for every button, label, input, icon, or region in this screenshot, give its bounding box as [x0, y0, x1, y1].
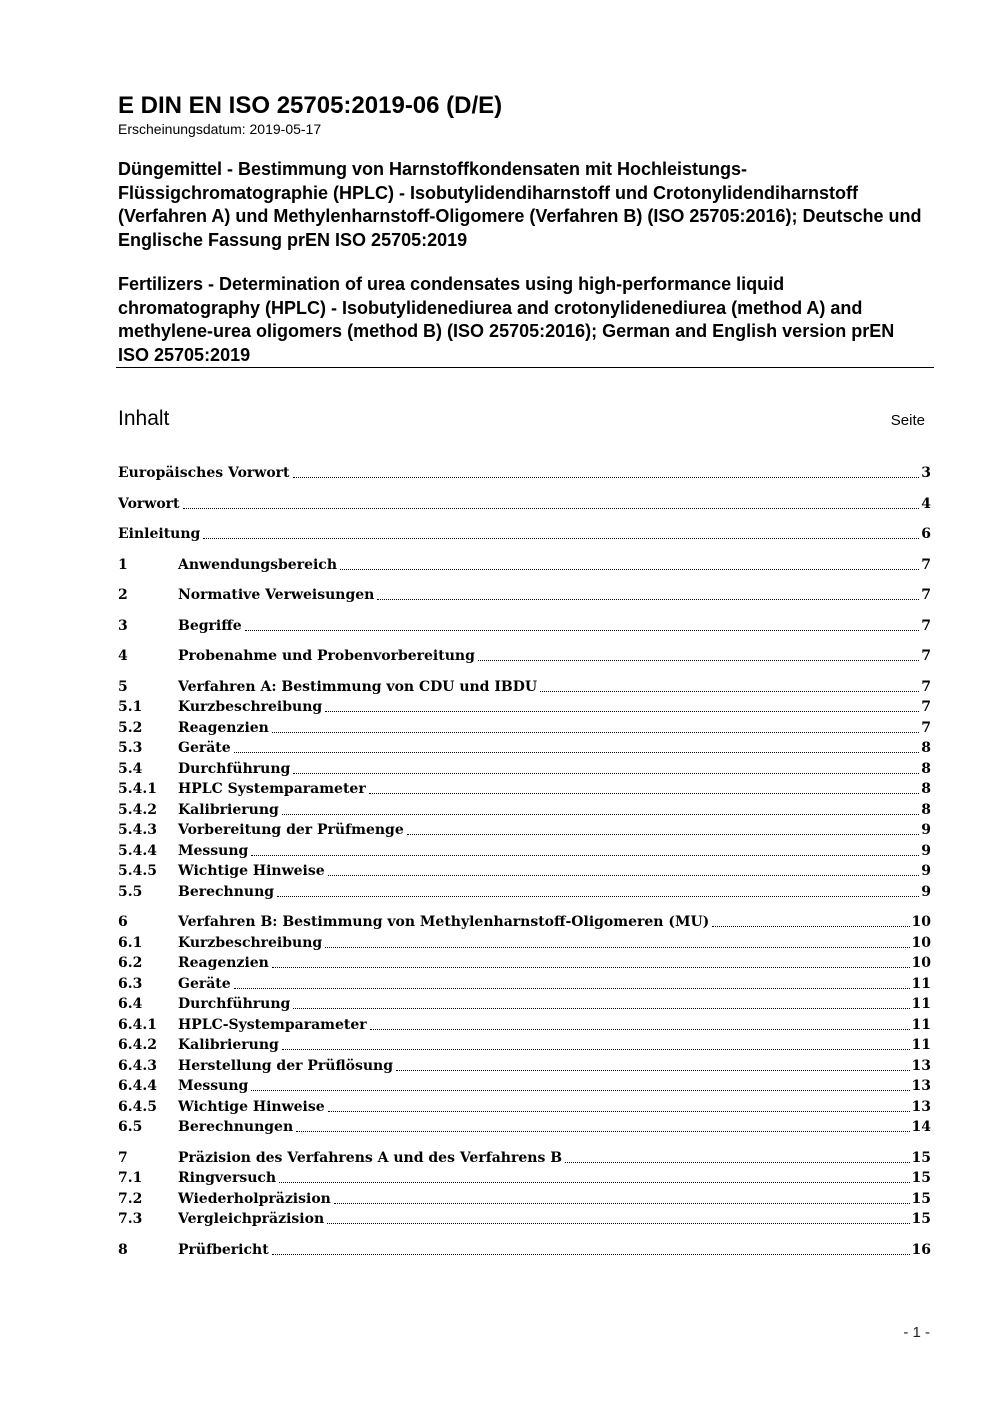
toc-entry-title: Reagenzien — [178, 955, 269, 971]
toc-entry-page: 11 — [911, 1037, 931, 1053]
toc-dot-leader — [328, 875, 920, 876]
toc-entry[interactable] — [118, 860, 931, 880]
toc-entry[interactable] — [118, 778, 931, 798]
toc-entry-number: 5.4.3 — [118, 822, 157, 838]
toc-entry-number: 6 — [118, 914, 128, 930]
toc-entry-title: Wichtige Hinweise — [178, 863, 325, 879]
toc-dot-leader — [370, 1029, 910, 1030]
toc-entry[interactable] — [118, 1116, 931, 1136]
toc-entry-page: 15 — [911, 1149, 931, 1166]
toc-entry-title: Kurzbeschreibung — [178, 699, 323, 715]
toc-dot-leader — [277, 896, 919, 897]
toc-entry[interactable] — [118, 717, 931, 737]
toc-dot-leader — [251, 855, 919, 856]
toc-dot-leader — [565, 1162, 909, 1163]
toc-entry[interactable] — [118, 1188, 931, 1208]
toc-dot-leader — [327, 1223, 909, 1224]
toc-dot-leader — [340, 569, 919, 570]
toc-entry-page: 11 — [911, 1016, 931, 1033]
toc-entry[interactable] — [118, 554, 931, 574]
toc-entry[interactable] — [118, 1208, 931, 1228]
toc-entry[interactable] — [118, 758, 931, 778]
toc-entry-number: 5.5 — [118, 883, 143, 900]
toc-entry[interactable] — [118, 645, 931, 665]
toc-entry[interactable] — [118, 1055, 931, 1075]
toc-entry-number: 1 — [118, 556, 128, 573]
toc-entry-number: 7.1 — [118, 1170, 143, 1186]
toc-entry-page: 6 — [921, 526, 931, 542]
toc-entry-title: Reagenzien — [178, 719, 269, 736]
toc-dot-leader — [478, 660, 919, 661]
toc-entry-title: Präzision des Verfahrens A und des Verfahrens B — [178, 1149, 563, 1166]
toc-entry[interactable] — [118, 881, 931, 901]
toc-entry[interactable] — [118, 1034, 931, 1054]
toc-entry-page: 3 — [921, 465, 931, 481]
toc-entry-number: 3 — [118, 617, 128, 634]
toc-entry-number: 6.4.2 — [118, 1037, 157, 1053]
toc-entry[interactable] — [118, 1167, 931, 1187]
toc-dot-leader — [251, 1090, 909, 1091]
toc-entry-number: 6.1 — [118, 934, 143, 951]
toc-entry-title: Berechnungen — [178, 1119, 294, 1135]
toc-entry[interactable] — [118, 973, 931, 993]
toc-entry[interactable] — [118, 911, 931, 931]
toc-entry-number: 5.4.1 — [118, 781, 157, 797]
toc-entry-title: Geräte — [178, 975, 231, 992]
toc-entry-title: Kurzbeschreibung — [178, 934, 323, 951]
toc-entry-title: Vergleichpräzision — [178, 1211, 325, 1227]
toc-entry-page: 7 — [921, 719, 931, 736]
toc-entry-number: 6.4.4 — [118, 1078, 157, 1094]
toc-entry-number: 6.4.3 — [118, 1057, 157, 1074]
toc-entry-page: 7 — [921, 699, 931, 715]
toc-dot-leader — [282, 814, 919, 815]
toc-dot-leader — [234, 752, 920, 753]
toc-entry[interactable] — [118, 799, 931, 819]
toc-entry-title: Durchführung — [178, 996, 291, 1012]
toc-entry-number: 6.5 — [118, 1119, 143, 1135]
title-german: Düngemittel - Bestimmung von Harnstoffkondensaten mit Hochleistungs-Flüssigchromatographie (HPLC) - Isobutylidendiharnstoff und Crotonylidendiharnstoff (Verfahren A) und Methylenharnstoff-Oligomere (Verfahren B) (ISO 25705:2016); Deutsche und Englische Fassung prEN ISO 25705:2019 — [118, 159, 922, 250]
toc-entry-page: 10 — [911, 955, 931, 971]
toc-entry-title: Wiederholpräzision — [178, 1190, 331, 1207]
toc-entry[interactable] — [118, 932, 931, 952]
toc-entry-number: 6.4.5 — [118, 1098, 157, 1115]
toc-entry[interactable] — [118, 1014, 931, 1034]
toc-entry[interactable] — [118, 737, 931, 757]
toc-dot-leader — [203, 538, 919, 539]
toc-entry[interactable] — [118, 1147, 931, 1167]
toc-entry[interactable] — [118, 1096, 931, 1116]
toc-entry-title: Einleitung — [118, 526, 201, 542]
toc-entry-number: 5.4 — [118, 760, 143, 777]
toc-entry-title: Europäisches Vorwort — [118, 465, 290, 481]
toc-entry-title: Durchführung — [178, 760, 291, 777]
toc-dot-leader — [334, 1203, 910, 1204]
toc-entry-page: 10 — [911, 914, 931, 930]
toc-entry-page: 15 — [911, 1170, 931, 1186]
document-id: E DIN EN ISO 25705:2019-06 (D/E) — [118, 92, 503, 119]
toc-entry-page: 7 — [921, 556, 931, 573]
toc-entry-page: 10 — [911, 934, 931, 951]
toc-entry[interactable] — [118, 676, 931, 696]
toc-entry-page: 7 — [921, 587, 931, 603]
toc-dot-leader — [293, 773, 919, 774]
toc-entry-title: Geräte — [178, 740, 231, 756]
table-of-contents — [118, 0, 931, 1300]
toc-dot-leader — [407, 834, 920, 835]
toc-entry-title: Kalibrierung — [178, 1037, 279, 1053]
toc-entry-title: Probenahme und Probenvorbereitung — [178, 648, 475, 664]
toc-entry-page: 9 — [921, 822, 931, 838]
toc-entry-number: 6.4 — [118, 996, 143, 1012]
toc-entry-page: 8 — [921, 801, 931, 818]
toc-entry-page: 15 — [911, 1211, 931, 1227]
toc-entry-number: 5 — [118, 678, 128, 695]
toc-entry-title: HPLC Systemparameter — [178, 781, 366, 797]
toc-entry[interactable] — [118, 819, 931, 839]
toc-dot-leader — [377, 599, 919, 600]
toc-dot-leader — [272, 967, 910, 968]
toc-entry[interactable] — [118, 462, 931, 482]
toc-entry-title: Anwendungsbereich — [178, 556, 337, 573]
toc-entry-title: Kalibrierung — [178, 801, 279, 818]
toc-entry[interactable] — [118, 615, 931, 635]
toc-heading: Inhalt — [118, 407, 170, 430]
toc-entry-page: 8 — [921, 760, 931, 777]
toc-dot-leader — [293, 1008, 909, 1009]
toc-entry-number: 7.2 — [118, 1190, 143, 1207]
toc-entry-page: 8 — [921, 740, 931, 756]
toc-entry-page: 7 — [921, 617, 931, 634]
toc-entry[interactable] — [118, 1075, 931, 1095]
toc-dot-leader — [279, 1182, 909, 1183]
toc-entry-page: 7 — [921, 648, 931, 664]
toc-dot-leader — [325, 947, 909, 948]
toc-entry-page: 13 — [911, 1057, 931, 1074]
toc-entry[interactable] — [118, 840, 931, 860]
toc-entry-number: 5.4.4 — [118, 842, 157, 859]
toc-dot-leader — [712, 926, 909, 927]
toc-entry-number: 6.2 — [118, 955, 143, 971]
toc-entry-title: Verfahren A: Bestimmung von CDU und IBDU — [178, 678, 538, 695]
toc-dot-leader — [396, 1070, 910, 1071]
toc-entry-title: Ringversuch — [178, 1170, 277, 1186]
toc-entry-title: Vorwort — [118, 495, 180, 512]
toc-dot-leader — [245, 630, 920, 631]
toc-entry-title: HPLC-Systemparameter — [178, 1016, 367, 1033]
toc-dot-leader — [296, 1131, 909, 1132]
toc-entry-page: 14 — [911, 1119, 931, 1135]
toc-entry-title: Verfahren B: Bestimmung von Methylenharnstoff-Oligomeren (MU) — [178, 914, 710, 930]
toc-entry-number: 5.1 — [118, 699, 143, 715]
toc-dot-leader — [272, 732, 919, 733]
toc-entry-number: 2 — [118, 587, 128, 603]
toc-entry-number: 7.3 — [118, 1211, 143, 1227]
toc-entry-page: 11 — [911, 996, 931, 1012]
toc-entry-title: Begriffe — [178, 617, 242, 634]
toc-entry-number: 5.3 — [118, 740, 143, 756]
publication-date: Erscheinungsdatum: 2019-05-17 — [118, 121, 322, 137]
toc-dot-leader — [272, 1254, 910, 1255]
toc-entry-title: Vorbereitung der Prüfmenge — [178, 822, 404, 838]
toc-entry-title: Normative Verweisungen — [178, 587, 375, 603]
toc-entry-page: 9 — [921, 883, 931, 900]
toc-entry-number: 6.4.1 — [118, 1016, 157, 1033]
toc-entry-number: 6.3 — [118, 975, 143, 992]
toc-dot-leader — [540, 691, 919, 692]
toc-entry-number: 7 — [118, 1149, 128, 1166]
toc-entry[interactable] — [118, 493, 931, 513]
toc-dot-leader — [183, 508, 920, 509]
toc-dot-leader — [293, 477, 920, 478]
toc-entry-page: 16 — [911, 1241, 931, 1258]
title-english: Fertilizers - Determination of urea condensates using high-performance liquid chromatography (HPLC) - Isobutylidenediurea and crotonylidenediurea (method A) and methylene-urea oligomers (method B) (ISO 25705:2016); German and English version prEN ISO 25705:2019 — [118, 274, 895, 365]
toc-entry-page: 15 — [911, 1190, 931, 1207]
toc-entry-number: 5.4.5 — [118, 863, 157, 879]
toc-entry-page: 9 — [921, 842, 931, 859]
toc-dot-leader — [328, 1111, 910, 1112]
toc-dot-leader — [282, 1049, 910, 1050]
toc-entry-title: Wichtige Hinweise — [178, 1098, 325, 1115]
toc-entry-page: 13 — [911, 1098, 931, 1115]
toc-entry[interactable] — [118, 952, 931, 972]
toc-entry-number: 8 — [118, 1241, 128, 1258]
toc-entry-page: 9 — [921, 863, 931, 879]
toc-entry-page: 13 — [911, 1078, 931, 1094]
toc-entry[interactable] — [118, 584, 931, 604]
toc-entry-number: 5.4.2 — [118, 801, 157, 818]
toc-entry-title: Herstellung der Prüflösung — [178, 1057, 393, 1074]
footer-page-number: - 1 - — [903, 1324, 930, 1341]
toc-entry-title: Berechnung — [178, 883, 275, 900]
toc-dot-leader — [325, 711, 919, 712]
toc-entry-page: 7 — [921, 678, 931, 695]
toc-entry[interactable] — [118, 1239, 931, 1259]
toc-dot-leader — [234, 988, 910, 989]
toc-entry[interactable] — [118, 696, 931, 716]
toc-entry-number: 4 — [118, 648, 128, 664]
toc-entry-page: 11 — [911, 975, 931, 992]
toc-entry-title: Messung — [178, 842, 249, 859]
toc-entry[interactable] — [118, 993, 931, 1013]
toc-entry-number: 5.2 — [118, 719, 143, 736]
toc-entry[interactable] — [118, 523, 931, 543]
toc-entry-title: Messung — [178, 1078, 249, 1094]
toc-entry-title: Prüfbericht — [178, 1241, 269, 1258]
toc-entry-page: 4 — [921, 495, 931, 512]
toc-dot-leader — [369, 793, 920, 794]
toc-entry-page: 8 — [921, 781, 931, 797]
toc-page-column-label: Seite — [890, 412, 925, 429]
